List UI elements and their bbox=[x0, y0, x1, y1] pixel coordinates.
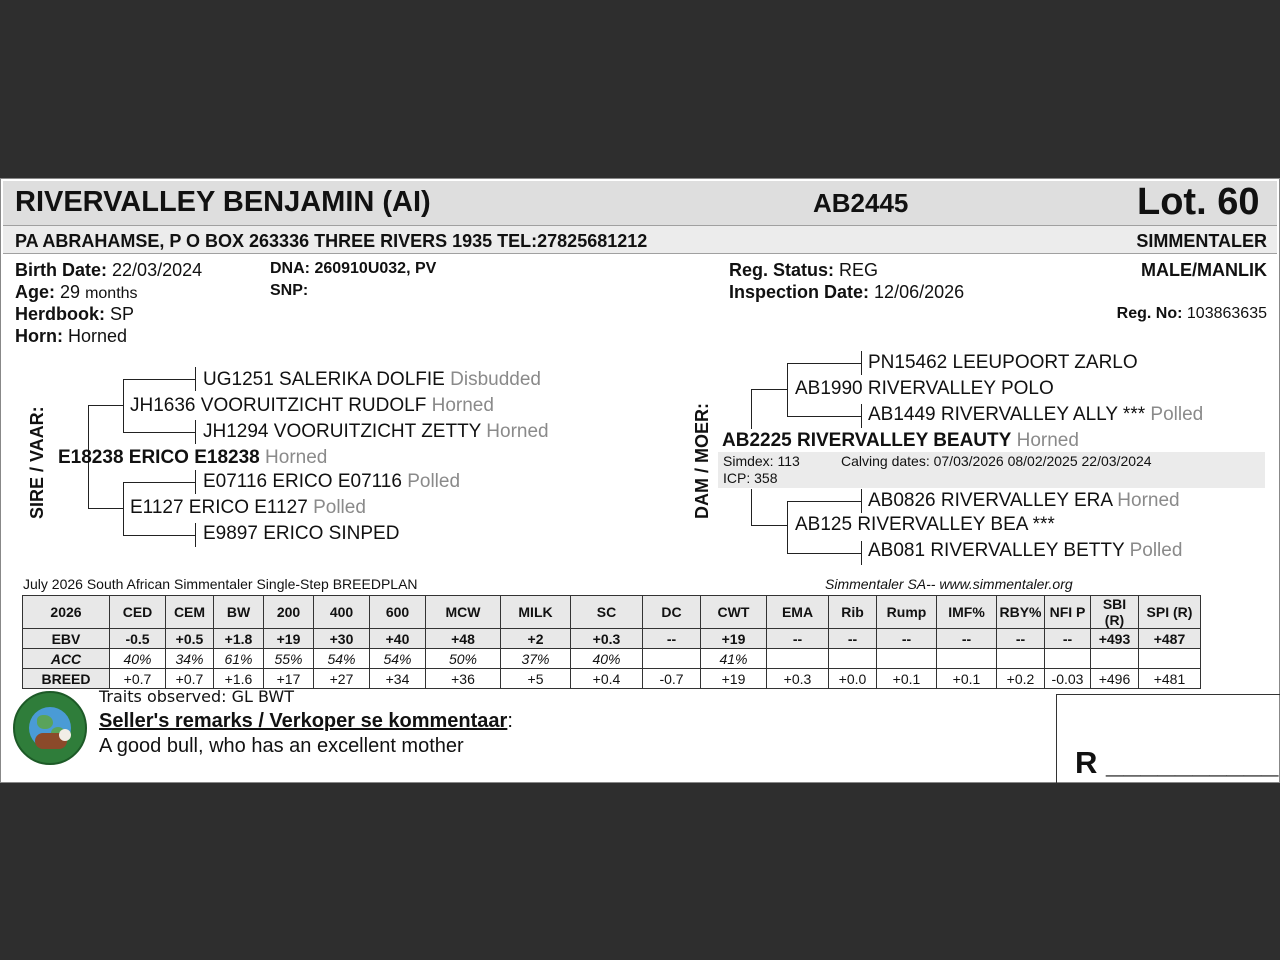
breedplan-breed-cell: +19 bbox=[701, 669, 767, 689]
breedplan-header-cell: DC bbox=[643, 596, 701, 629]
breedplan-ebv-cell: -- bbox=[997, 629, 1045, 649]
cow-head-icon bbox=[59, 729, 71, 741]
breedplan-ebv-cell: -- bbox=[767, 629, 829, 649]
dam-tree-line bbox=[861, 489, 862, 513]
sire-gs-horn: Horned bbox=[431, 395, 494, 416]
breedplan-header-cell: Rib bbox=[829, 596, 877, 629]
breedplan-acc-cell: 50% bbox=[426, 649, 501, 669]
sire-gd-horn: Polled bbox=[313, 497, 366, 518]
dam-tree-line bbox=[787, 416, 862, 417]
breedplan-source: Simmentaler SA-- www.simmentaler.org bbox=[825, 576, 1073, 592]
dam-icp: ICP: 358 bbox=[723, 470, 778, 486]
lot-number: Lot. 60 bbox=[1137, 181, 1260, 223]
dam-tree-line bbox=[787, 501, 788, 553]
sire-tree-line bbox=[88, 508, 124, 509]
age bbox=[15, 282, 138, 303]
sire-ggd bbox=[203, 421, 549, 443]
breedplan-breed-cell: -0.7 bbox=[643, 669, 701, 689]
sire-ggd-horn: Horned bbox=[486, 421, 549, 442]
breedplan-breed-cell: +1.6 bbox=[214, 669, 264, 689]
remarks-colon: : bbox=[507, 710, 513, 732]
breedplan-breed-cell: BREED bbox=[23, 669, 110, 689]
dam-main bbox=[722, 430, 1079, 452]
breedplan-breed-cell: +36 bbox=[426, 669, 501, 689]
breedplan-breed-cell: +27 bbox=[314, 669, 370, 689]
sire-tree-line bbox=[123, 432, 196, 433]
dam-tree-line bbox=[861, 351, 862, 375]
dam-tree-line bbox=[751, 389, 788, 390]
remarks-heading: Seller's remarks / Verkoper se kommentaar bbox=[99, 710, 508, 732]
breedplan-breed-row bbox=[23, 669, 1201, 689]
sire-gs bbox=[130, 395, 494, 417]
dam-name: AB2225 RIVERVALLEY BEAUTY bbox=[722, 430, 1012, 451]
sire-ggs-name: UG1251 SALERIKA DOLFIE bbox=[203, 369, 445, 390]
sire-ggs bbox=[203, 369, 541, 391]
breedplan-header-cell: 600 bbox=[370, 596, 426, 629]
birth-date-label: Birth Date: bbox=[15, 260, 108, 280]
sire-tree-line bbox=[195, 367, 196, 391]
sire-tree-line bbox=[123, 379, 196, 380]
breedplan-breed-cell: -0.03 bbox=[1045, 669, 1091, 689]
reg-status-value: REG bbox=[839, 260, 879, 280]
sire-gds-name: E07116 ERICO E07116 bbox=[203, 471, 402, 492]
breedplan-acc-cell: 41% bbox=[701, 649, 767, 669]
age-value: 29 bbox=[60, 282, 81, 302]
breedplan-table bbox=[22, 595, 1201, 689]
breedplan-header-cell: SPI (R) bbox=[1139, 596, 1201, 629]
breedplan-acc-cell: 40% bbox=[571, 649, 643, 669]
breedplan-header-cell: SC bbox=[571, 596, 643, 629]
dam-ggd-name: AB1449 RIVERVALLEY ALLY *** bbox=[868, 404, 1146, 425]
reg-number-label: Reg. No: bbox=[1116, 305, 1183, 322]
sire-gds-horn: Polled bbox=[407, 471, 461, 492]
breedplan-ebv-cell: +2 bbox=[501, 629, 571, 649]
breedplan-acc-cell bbox=[767, 649, 829, 669]
breedplan-breed-cell: +0.3 bbox=[767, 669, 829, 689]
breedplan-ebv-cell: -- bbox=[1045, 629, 1091, 649]
dam-gd bbox=[795, 514, 1055, 536]
breedplan-ebv-cell: +0.3 bbox=[571, 629, 643, 649]
breedplan-ebv-cell: +0.5 bbox=[166, 629, 214, 649]
dam-gdd-horn: Polled bbox=[1129, 540, 1183, 561]
dam-gdd-name: AB081 RIVERVALLEY BETTY bbox=[868, 540, 1125, 561]
breedplan-breed-cell: +0.1 bbox=[937, 669, 997, 689]
dam-ggd bbox=[868, 404, 1203, 426]
sire-gds bbox=[203, 471, 460, 493]
breedplan-breed-cell: +496 bbox=[1091, 669, 1139, 689]
breedplan-acc-row bbox=[23, 649, 1201, 669]
traits-observed: Traits observed: GL BWT bbox=[99, 687, 294, 706]
sire-tree-line bbox=[195, 470, 196, 494]
breedplan-ebv-cell: +493 bbox=[1091, 629, 1139, 649]
dam-ggd-horn: Polled bbox=[1150, 404, 1204, 425]
sire-gd-name: E1127 ERICO E1127 bbox=[130, 497, 308, 518]
sire-ggd-name: JH1294 VOORUITZICHT ZETTY bbox=[203, 421, 482, 442]
birth-date-value: 22/03/2024 bbox=[112, 260, 203, 280]
sire-horn: Horned bbox=[265, 447, 328, 468]
breedplan-acc-cell bbox=[877, 649, 937, 669]
snp-info: SNP: bbox=[270, 282, 309, 299]
sire-ggs-horn: Disbudded bbox=[450, 369, 541, 390]
dam-tree-line bbox=[861, 404, 862, 428]
breedplan-ebv-cell: -0.5 bbox=[110, 629, 166, 649]
breedplan-ebv-cell: -- bbox=[643, 629, 701, 649]
inspection-value: 12/06/2026 bbox=[874, 282, 965, 302]
dam-tree-line bbox=[751, 489, 752, 525]
breedplan-acc-cell bbox=[829, 649, 877, 669]
breedplan-header-cell: CED bbox=[110, 596, 166, 629]
sire-name: E18238 ERICO E18238 bbox=[58, 447, 260, 468]
breedplan-header-cell: SBI (R) bbox=[1091, 596, 1139, 629]
remarks-text: A good bull, who has an excellent mother bbox=[99, 735, 464, 757]
dam-gdd bbox=[868, 540, 1182, 562]
simmentaler-logo bbox=[13, 691, 87, 765]
reg-status-label: Reg. Status: bbox=[729, 260, 835, 280]
breedplan-acc-cell bbox=[1045, 649, 1091, 669]
breedplan-header-cell: IMF% bbox=[937, 596, 997, 629]
breedplan-breed-cell: +0.4 bbox=[571, 669, 643, 689]
breedplan-breed-cell: +5 bbox=[501, 669, 571, 689]
sire-tree-line bbox=[123, 482, 196, 483]
breedplan-header-cell: RBY% bbox=[997, 596, 1045, 629]
sire-gdd-name: E9897 ERICO SINPED bbox=[203, 523, 400, 544]
dam-simdex: Simdex: 113 bbox=[723, 453, 800, 469]
breedplan-ebv-cell: +19 bbox=[701, 629, 767, 649]
breedplan-ebv-cell: +40 bbox=[370, 629, 426, 649]
sire-tree-line bbox=[195, 420, 196, 444]
dam-horn: Horned bbox=[1016, 430, 1079, 451]
breedplan-acc-cell bbox=[997, 649, 1045, 669]
dam-gs bbox=[795, 378, 1054, 400]
breedplan-header-cell: BW bbox=[214, 596, 264, 629]
breedplan-ebv-cell: -- bbox=[877, 629, 937, 649]
breedplan-header-cell: 200 bbox=[264, 596, 314, 629]
dam-ggs bbox=[868, 352, 1138, 374]
breedplan-breed-cell: +0.7 bbox=[110, 669, 166, 689]
breedplan-ebv-cell: +48 bbox=[426, 629, 501, 649]
breedplan-breed-cell: +17 bbox=[264, 669, 314, 689]
breedplan-header-cell: MCW bbox=[426, 596, 501, 629]
breedplan-breed-cell: +0.1 bbox=[877, 669, 937, 689]
sire-gd bbox=[130, 497, 366, 519]
breedplan-header-cell: Rump bbox=[877, 596, 937, 629]
sire-tree-line bbox=[195, 523, 196, 547]
breedplan-ebv-row bbox=[23, 629, 1201, 649]
breedplan-header-cell: MILK bbox=[501, 596, 571, 629]
dam-gds-name: AB0826 RIVERVALLEY ERA bbox=[868, 490, 1112, 511]
sire-tree-line bbox=[123, 379, 124, 432]
breedplan-ebv-cell: +19 bbox=[264, 629, 314, 649]
breedplan-acc-cell bbox=[1139, 649, 1201, 669]
animal-name: RIVERVALLEY BENJAMIN (AI) bbox=[15, 186, 431, 218]
animal-id-code: AB2445 bbox=[813, 188, 909, 218]
horn-label: Horn: bbox=[15, 326, 63, 346]
breedplan-acc-cell: 40% bbox=[110, 649, 166, 669]
breedplan-acc-cell: 37% bbox=[501, 649, 571, 669]
dam-gs-name: AB1990 RIVERVALLEY POLO bbox=[795, 378, 1054, 399]
breedplan-header-cell: CEM bbox=[166, 596, 214, 629]
dam-gds-horn: Horned bbox=[1117, 490, 1180, 511]
sex: MALE/MANLIK bbox=[1141, 260, 1267, 280]
breed-name: SIMMENTALER bbox=[1136, 231, 1267, 251]
breedplan-breed-cell: +34 bbox=[370, 669, 426, 689]
breedplan-acc-cell bbox=[937, 649, 997, 669]
breedplan-ebv-cell: EBV bbox=[23, 629, 110, 649]
dam-calving-dates: Calving dates: 07/03/2026 08/02/2025 22/03/2024 bbox=[841, 453, 1152, 469]
breedplan-header-row bbox=[23, 596, 1201, 629]
breedplan-ebv-cell: +30 bbox=[314, 629, 370, 649]
dam-tree-line bbox=[787, 363, 788, 416]
reg-number-value: 103863635 bbox=[1186, 305, 1267, 322]
dam-ggs-name: PN15462 LEEUPOORT ZARLO bbox=[868, 352, 1138, 373]
breedplan-breed-cell: +0.2 bbox=[997, 669, 1045, 689]
logo-land-shape bbox=[37, 715, 53, 729]
sire-gs-name: JH1636 VOORUITZICHT RUDOLF bbox=[130, 395, 427, 416]
breedplan-header-cell: NFI P bbox=[1045, 596, 1091, 629]
remarks-heading-line bbox=[99, 710, 513, 733]
breedplan-breed-cell: +0.0 bbox=[829, 669, 877, 689]
herdbook bbox=[15, 304, 134, 325]
dna-info: DNA: 260910U032, PV bbox=[270, 260, 437, 277]
birth-date bbox=[15, 260, 202, 281]
breedplan-ebv-cell: +487 bbox=[1139, 629, 1201, 649]
owner-address: PA ABRAHAMSE, P O BOX 263336 THREE RIVERS 1935 TEL:27825681212 bbox=[15, 231, 648, 251]
breedplan-acc-cell bbox=[643, 649, 701, 669]
breedplan-acc-cell: 61% bbox=[214, 649, 264, 669]
breedplan-breed-cell: +0.7 bbox=[166, 669, 214, 689]
breedplan-header-cell: 2026 bbox=[23, 596, 110, 629]
dam-gd-name: AB125 RIVERVALLEY BEA *** bbox=[795, 514, 1055, 535]
sire-tree-line bbox=[123, 535, 196, 536]
breedplan-ebv-cell: -- bbox=[937, 629, 997, 649]
inspection-label: Inspection Date: bbox=[729, 282, 870, 302]
breedplan-acc-cell: 55% bbox=[264, 649, 314, 669]
dam-tree-line bbox=[787, 363, 862, 364]
sire-tree-line bbox=[88, 405, 124, 406]
age-label: Age: bbox=[15, 282, 55, 302]
lot-card bbox=[0, 178, 1280, 783]
breedplan-acc-cell: 34% bbox=[166, 649, 214, 669]
breedplan-header-cell: EMA bbox=[767, 596, 829, 629]
sire-tree-line bbox=[123, 482, 124, 535]
dam-tree-line bbox=[787, 553, 862, 554]
breedplan-ebv-cell: +1.8 bbox=[214, 629, 264, 649]
dam-gds bbox=[868, 490, 1180, 512]
age-unit: months bbox=[85, 285, 138, 302]
dam-tree-line bbox=[861, 541, 862, 565]
dam-side-label: DAM / MOER: bbox=[692, 403, 712, 519]
breedplan-caption: July 2026 South African Simmentaler Single-Step BREEDPLAN bbox=[23, 576, 418, 592]
sire-side-label: SIRE / VAAR: bbox=[27, 406, 47, 519]
horn bbox=[15, 326, 127, 347]
reg-number bbox=[1117, 305, 1267, 323]
dam-tree-line bbox=[787, 501, 862, 502]
inspection-date bbox=[729, 282, 964, 303]
horn-value: Horned bbox=[68, 326, 128, 346]
sire-main bbox=[58, 447, 327, 469]
breedplan-acc-cell bbox=[1091, 649, 1139, 669]
dam-tree-line bbox=[751, 389, 752, 429]
breedplan-ebv-cell: -- bbox=[829, 629, 877, 649]
reg-status bbox=[729, 260, 878, 281]
breedplan-acc-cell: 54% bbox=[370, 649, 426, 669]
result-label: R __________ bbox=[1075, 745, 1279, 780]
dam-tree-line bbox=[751, 525, 788, 526]
breedplan-header-cell: CWT bbox=[701, 596, 767, 629]
breedplan-acc-cell: ACC bbox=[23, 649, 110, 669]
herdbook-label: Herdbook: bbox=[15, 304, 105, 324]
sire-gdd bbox=[203, 523, 399, 545]
breedplan-acc-cell: 54% bbox=[314, 649, 370, 669]
breedplan-header-cell: 400 bbox=[314, 596, 370, 629]
breedplan-breed-cell: +481 bbox=[1139, 669, 1201, 689]
herdbook-value: SP bbox=[110, 304, 135, 324]
